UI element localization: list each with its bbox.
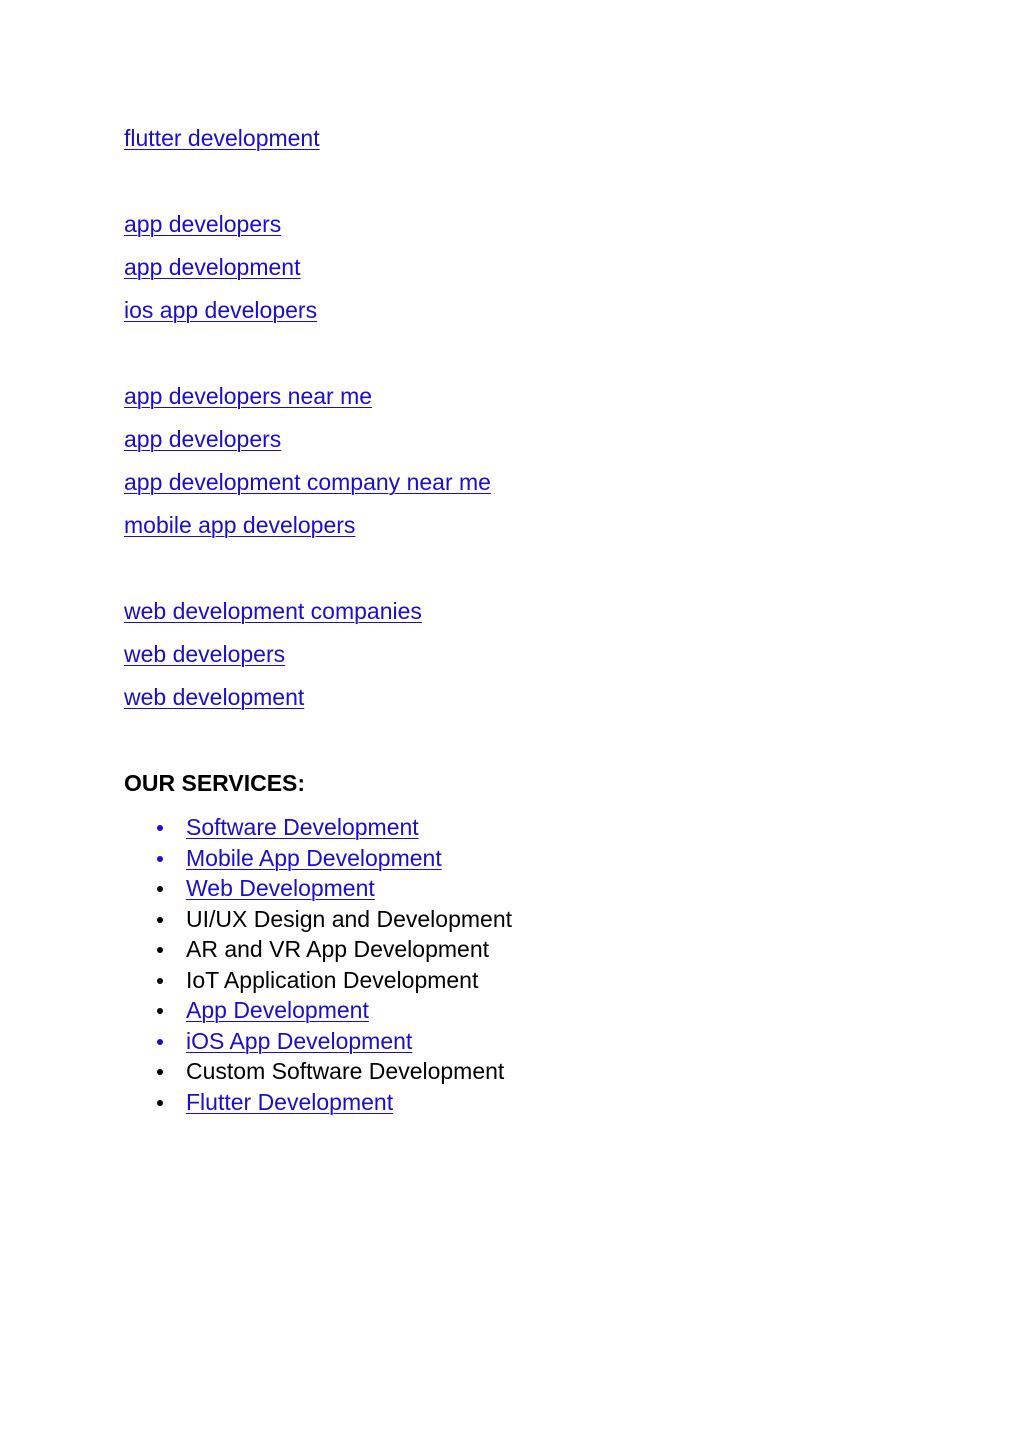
bullet-icon [157,886,163,892]
service-text-custom-software-development: Custom Software Development [186,1058,505,1084]
link-app-developers-near-me[interactable]: app developers near me [124,383,373,409]
link-web-developers[interactable]: web developers [124,641,286,667]
bullet-icon [157,1039,163,1045]
bullet-icon [157,1069,163,1075]
service-link-mobile-app-development[interactable]: Mobile App Development [186,844,442,871]
link-app-developers[interactable]: app developers [124,211,282,237]
bullet-icon [157,1100,163,1106]
link-ios-app-developers[interactable]: ios app developers [124,297,318,323]
link-web-development-companies[interactable]: web development companies [124,598,422,624]
service-text-iot-application-development: IoT Application Development [186,966,479,993]
bullet-icon [157,917,163,923]
service-link-ios-app-development[interactable]: iOS App Development [186,1027,413,1054]
bullet-icon [157,825,163,831]
service-link-software-development[interactable]: Software Development [186,814,419,840]
bullet-icon [157,978,163,984]
service-link-web-development[interactable]: Web Development [186,875,375,901]
services-heading: OUR SERVICES: [124,770,306,796]
bullet-icon [157,947,163,953]
link-app-developers-2[interactable]: app developers [124,426,282,452]
link-mobile-app-developers[interactable]: mobile app developers [124,512,356,538]
link-app-development[interactable]: app development [124,254,301,280]
bullet-icon [157,1008,163,1014]
link-web-development[interactable]: web development [124,684,305,710]
link-flutter-development[interactable]: flutter development [124,125,320,151]
service-link-app-development[interactable]: App Development [186,997,369,1023]
service-text-ui-ux-design: UI/UX Design and Development [186,905,512,932]
service-link-flutter-development[interactable]: Flutter Development [186,1088,394,1115]
link-app-development-company-near-me[interactable]: app development company near me [124,469,491,495]
bullet-icon [157,856,163,862]
service-text-ar-vr-app-development: AR and VR App Development [186,936,490,962]
